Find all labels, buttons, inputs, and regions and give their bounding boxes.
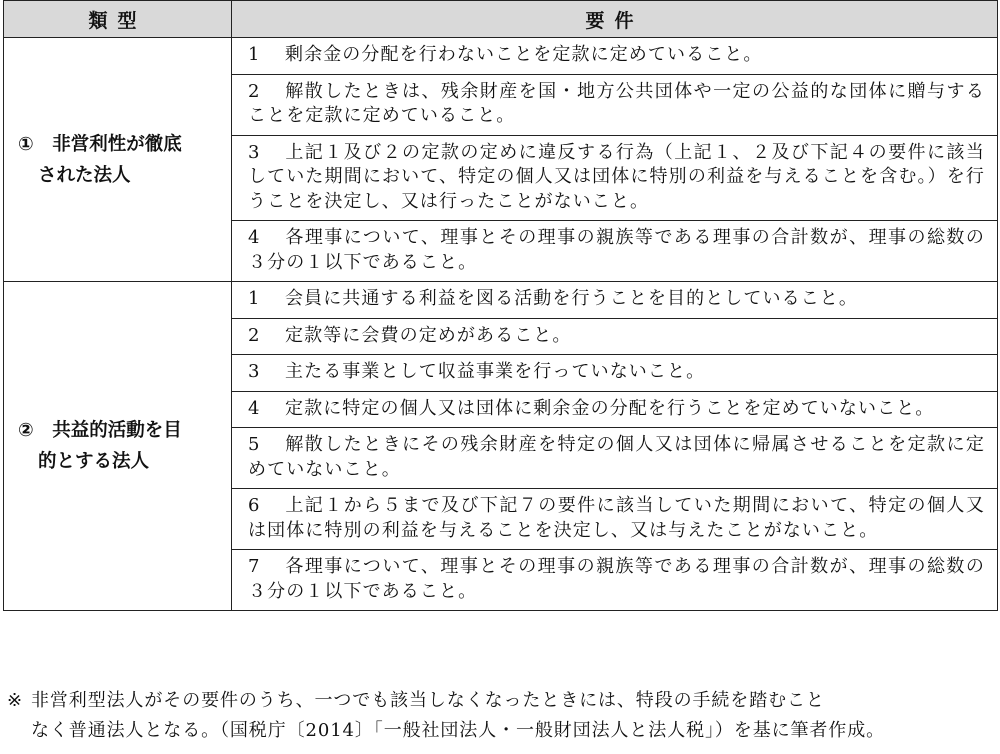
requirement-number: 2 bbox=[248, 80, 261, 102]
requirement-text: 会員に共通する利益を図る活動を行うことを目的としていること。 bbox=[285, 288, 858, 309]
requirement-cell bbox=[232, 550, 998, 611]
requirement-number: 4 bbox=[248, 397, 261, 419]
table-header-row bbox=[4, 1, 998, 38]
requirement-text: 上記１から５まで及び下記７の要件に該当していた期間において、特定の個人又は団体に特別の利益を与えることを決定し、又は与えたことがないこと。 bbox=[248, 495, 985, 541]
requirement-cell bbox=[232, 38, 998, 75]
header-type: 類型 bbox=[4, 1, 232, 38]
note-line2: なく普通法人となる。（国税庁〔2014〕「一般社団法人・一般財団法人と法人税」）を基に筆者作成。 bbox=[31, 720, 886, 741]
type-label-line2: された法人 bbox=[38, 164, 131, 186]
requirements-table bbox=[3, 0, 998, 611]
requirement-text: 解散したときにその残余財産を特定の個人又は団体に帰属させることを定款に定めていないこと。 bbox=[248, 434, 985, 480]
requirement-text: 各理事について、理事とその理事の親族等である理事の合計数が、理事の総数の３分の１以下であること。 bbox=[248, 556, 985, 602]
requirement-cell bbox=[232, 489, 998, 550]
type-cell-1 bbox=[4, 38, 232, 282]
requirement-number: 6 bbox=[248, 495, 261, 516]
table-row bbox=[4, 38, 998, 75]
type-mark: ② bbox=[18, 420, 34, 441]
table-row bbox=[4, 282, 998, 319]
requirement-cell bbox=[232, 355, 998, 392]
type-label-line1: 非営利性が徹底 bbox=[52, 133, 182, 155]
requirement-cell bbox=[232, 428, 998, 489]
requirement-number: 3 bbox=[248, 361, 261, 382]
requirement-number: 7 bbox=[248, 556, 261, 577]
requirement-cell bbox=[232, 221, 998, 282]
type-label-line2: 的とする法人 bbox=[38, 451, 150, 472]
requirement-text: 定款に特定の個人又は団体に剰余金の分配を行うことを定めていないこと。 bbox=[285, 397, 935, 419]
document bbox=[3, 0, 997, 611]
requirement-text: 剰余金の分配を行わないことを定款に定めていること。 bbox=[285, 44, 763, 65]
requirement-number: 2 bbox=[248, 324, 261, 346]
note-mark: ※ bbox=[7, 690, 23, 711]
requirement-cell bbox=[232, 282, 998, 319]
requirement-cell bbox=[232, 135, 998, 221]
footnote bbox=[7, 686, 995, 746]
type-label-line1: 共益的活動を目 bbox=[52, 420, 182, 441]
header-requirements: 要件 bbox=[232, 1, 998, 38]
type-cell-2 bbox=[4, 282, 232, 611]
type-mark: ① bbox=[18, 133, 34, 155]
requirement-text: 各理事について、理事とその理事の親族等である理事の合計数が、理事の総数の３分の１以下であること。 bbox=[248, 227, 985, 273]
requirement-text: 上記１及び２の定款の定めに違反する行為（上記１、２及び下記４の要件に該当していた期間において、特定の個人又は団体に特別の利益を与えることを含む。）を行うことを決定し、又は行ったことがないこと。 bbox=[248, 141, 985, 212]
requirement-text: 解散したときは、残余財産を国・地方公共団体や一定の公益的な団体に贈与することを定款に定めていること。 bbox=[248, 80, 985, 126]
requirement-number: 3 bbox=[248, 141, 261, 163]
requirement-text: 定款等に会費の定めがあること。 bbox=[285, 324, 572, 346]
requirement-cell bbox=[232, 391, 998, 428]
requirement-cell bbox=[232, 318, 998, 355]
requirement-cell bbox=[232, 74, 998, 135]
note-line1: 非営利型法人がその要件のうち、一つでも該当しなくなったときには、特段の手続を踏むこと bbox=[31, 690, 825, 711]
requirement-text: 主たる事業として収益事業を行っていないこと。 bbox=[285, 361, 706, 382]
requirement-number: 5 bbox=[248, 434, 261, 455]
requirement-number: 1 bbox=[248, 288, 261, 309]
requirement-number: 1 bbox=[248, 44, 261, 65]
requirement-number: 4 bbox=[248, 227, 261, 248]
